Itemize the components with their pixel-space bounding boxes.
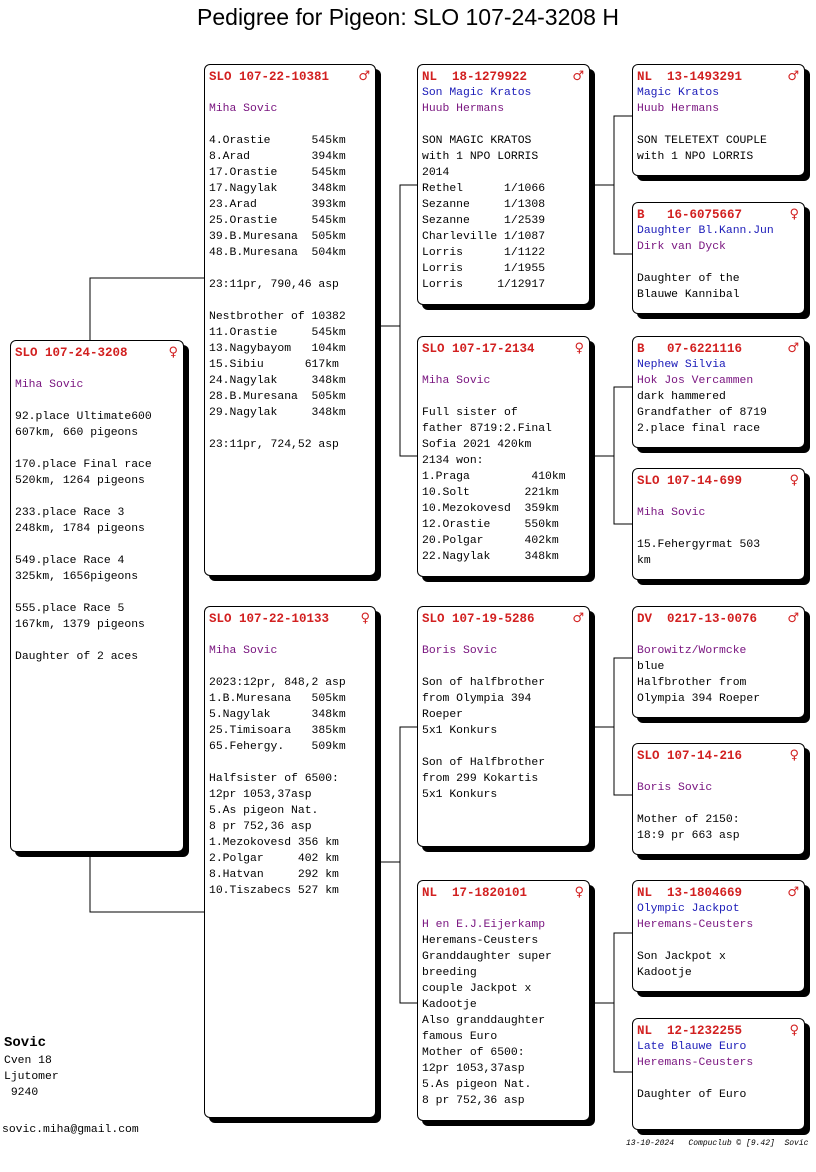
info-line: 28.B.Muresana 505km [209, 391, 346, 403]
owner-name: Heremans-Ceusters [637, 1057, 754, 1069]
info-line: from Olympia 394 [422, 693, 532, 705]
info-line: 5.As pigeon Nat. [209, 805, 319, 817]
info-line: Blauwe Kannibal [637, 289, 740, 301]
info-line: 5.As pigeon Nat. [422, 1079, 532, 1091]
info-line: 167km, 1379 pigeons [15, 619, 145, 631]
info-line: 10.Tiszabecs 527 km [209, 885, 339, 897]
owner-name: Borowitz/Wormcke [637, 645, 747, 657]
subject-card[interactable] [10, 340, 184, 852]
info-line: Olympia 394 Roeper [637, 693, 761, 705]
info-line: 25.Orastie 545km [209, 215, 346, 227]
sire-dam-card[interactable] [417, 336, 590, 577]
owner-name: Miha Sovic [209, 103, 278, 115]
info-line: Daughter of 2 aces [15, 651, 139, 663]
male-symbol-icon: ♂ [358, 69, 370, 84]
info-line: 1.Praga 410km [422, 471, 566, 483]
info-line: with 1 NPO LORRIS [637, 151, 754, 163]
ss-dam-card[interactable] [632, 202, 805, 314]
female-symbol-icon: ♀ [168, 345, 178, 360]
info-line: Kadootje [422, 999, 477, 1011]
blank-line [15, 585, 178, 601]
blank-line [422, 357, 584, 373]
female-symbol-icon: ♀ [360, 611, 370, 626]
blank-line [422, 389, 584, 405]
male-symbol-icon: ♂ [787, 885, 799, 900]
page-title: Pedigree for Pigeon: SLO 107-24-3208 H [197, 4, 619, 30]
ring-number: SLO 107-14-216 [637, 749, 743, 763]
blank-line [209, 627, 370, 643]
info-line: 12pr 1053,37asp [209, 789, 312, 801]
blank-line [422, 739, 584, 755]
info-line: Full sister of [422, 407, 518, 419]
info-line: 2014 [422, 167, 450, 179]
breeder-name: Sovic [4, 1035, 47, 1051]
info-line: 15.Fehergyrmat 503 [637, 539, 761, 551]
blank-line [209, 117, 370, 133]
pigeon-name: Nephew Silvia [637, 359, 726, 371]
blank-line [209, 755, 370, 771]
footer [626, 1139, 808, 1148]
info-line: 4.Orastie 545km [209, 135, 346, 147]
info-line: 17.Nagylak 348km [209, 183, 346, 195]
info-line: Kadootje [637, 967, 692, 979]
owner-name: Dirk van Dyck [637, 241, 726, 253]
ring-number: SLO 107-19-5286 [422, 612, 535, 626]
info-line: Sezanne 1/2539 [422, 215, 546, 227]
info-line: 24.Nagylak 348km [209, 375, 346, 387]
info-line: 2.place final race [637, 423, 761, 435]
info-line: 10.Solt 221km [422, 487, 559, 499]
info-line: Mother of 6500: [422, 1047, 525, 1059]
info-line: 8.Hatvan 292 km [209, 869, 339, 881]
blank-line [209, 293, 370, 309]
ring-number: SLO 107-17-2134 [422, 342, 535, 356]
info-line: Lorris 1/12917 [422, 279, 546, 291]
pigeon-name: Magic Kratos [637, 87, 720, 99]
info-line: SON MAGIC KRATOS [422, 135, 532, 147]
owner-name: Huub Hermans [422, 103, 505, 115]
dam-dam-card[interactable] [417, 880, 590, 1121]
female-symbol-icon: ♀ [789, 1023, 799, 1038]
breeder-email[interactable]: sovic.miha@gmail.com [2, 1124, 139, 1136]
blank-line [15, 361, 178, 377]
male-symbol-icon: ♂ [787, 611, 799, 626]
blank-line [637, 489, 799, 505]
info-line: Halfsister of 6500: [209, 773, 339, 785]
blank-line [15, 441, 178, 457]
female-symbol-icon: ♀ [574, 885, 584, 900]
dam-card[interactable] [204, 606, 376, 1118]
info-line: Also granddaughter [422, 1015, 546, 1027]
info-line: 10.Mezokovesd 359km [422, 503, 559, 515]
blank-line [209, 85, 370, 101]
info-line: 92.place Ultimate600 [15, 411, 152, 423]
info-line: 11.Orastie 545km [209, 327, 346, 339]
info-line: Roeper [422, 709, 464, 721]
info-line: father 8719:2.Final [422, 423, 552, 435]
info-line: Heremans-Ceusters [422, 935, 539, 947]
female-symbol-icon: ♀ [789, 473, 799, 488]
info-line: 1.Mezokovesd 356 km [209, 837, 339, 849]
info-line: 8 pr 752,36 asp [422, 1095, 525, 1107]
info-line: Lorris 1/1122 [422, 247, 546, 259]
owner-name: Boris Sovic [637, 782, 713, 794]
info-line: 555.place Race 5 [15, 603, 125, 615]
dd-sire-card[interactable] [632, 880, 805, 992]
info-line: 23.Arad 393km [209, 199, 346, 211]
info-line: 22.Nagylak 348km [422, 551, 559, 563]
info-line: Son Jackpot x [637, 951, 726, 963]
info-line: 5x1 Konkurs [422, 789, 498, 801]
ring-number: B 16-6075667 [637, 208, 743, 222]
info-line: 65.Fehergy. 509km [209, 741, 346, 753]
ring-number: NL 12-1232255 [637, 1024, 743, 1038]
info-line: Daughter of Euro [637, 1089, 747, 1101]
info-line: Lorris 1/1955 [422, 263, 546, 275]
blank-line [209, 261, 370, 277]
info-line: 25.Timisoara 385km [209, 725, 346, 737]
ring-number: NL 18-1279922 [422, 70, 528, 84]
info-line: Daughter of the [637, 273, 740, 285]
info-line: Halfbrother from [637, 677, 747, 689]
info-line: 48.B.Muresana 504km [209, 247, 346, 259]
blank-line [637, 764, 799, 780]
owner-name: Miha Sovic [637, 507, 706, 519]
breeder-city: Ljutomer [4, 1071, 59, 1083]
blank-line [15, 393, 178, 409]
info-line: Charleville 1/1087 [422, 231, 546, 243]
owner-name: Miha Sovic [422, 375, 491, 387]
owner-name: Huub Hermans [637, 103, 720, 115]
male-symbol-icon: ♂ [572, 611, 584, 626]
info-line: 39.B.Muresana 505km [209, 231, 346, 243]
info-line: couple Jackpot x [422, 983, 532, 995]
info-line: 29.Nagylak 348km [209, 407, 346, 419]
pigeon-name: Olympic Jackpot [637, 903, 740, 915]
blank-line [422, 659, 584, 675]
info-line: 12.Orastie 550km [422, 519, 559, 531]
male-symbol-icon: ♂ [787, 341, 799, 356]
info-line: 248km, 1784 pigeons [15, 523, 145, 535]
pigeon-name: Late Blauwe Euro [637, 1041, 747, 1053]
info-line: with 1 NPO LORRIS [422, 151, 539, 163]
info-line: 2023:12pr, 848,2 asp [209, 677, 346, 689]
info-line: Mother of 2150: [637, 814, 740, 826]
info-line: Granddaughter super [422, 951, 552, 963]
ring-number: NL 13-1804669 [637, 886, 743, 900]
info-line: 23:11pr, 724,52 asp [209, 439, 339, 451]
blank-line [15, 537, 178, 553]
ss-sire-card[interactable] [632, 64, 805, 176]
ds-dam-card[interactable] [632, 743, 805, 855]
dd-dam-card[interactable] [632, 1018, 805, 1130]
blank-line [422, 117, 584, 133]
blank-line [637, 933, 799, 949]
info-line: Nestbrother of 10382 [209, 311, 346, 323]
info-line: famous Euro [422, 1031, 498, 1043]
blank-line [637, 521, 799, 537]
info-line: km [637, 555, 651, 567]
blank-line [422, 627, 584, 643]
info-line: 325km, 1656pigeons [15, 571, 139, 583]
info-line: 18:9 pr 663 asp [637, 830, 740, 842]
info-line: dark hammered [637, 391, 726, 403]
pigeon-name: Son Magic Kratos [422, 87, 532, 99]
blank-line [637, 255, 799, 271]
blank-line [637, 117, 799, 133]
info-line: Sezanne 1/1308 [422, 199, 546, 211]
info-line: 8.Arad 394km [209, 151, 346, 163]
ring-number: B 07-6221116 [637, 342, 743, 356]
info-line: 23:11pr, 790,46 asp [209, 279, 339, 291]
info-line: 5.Nagylak 348km [209, 709, 346, 721]
info-line: 170.place Final race [15, 459, 152, 471]
info-line: 233.place Race 3 [15, 507, 125, 519]
blank-line [422, 901, 584, 917]
female-symbol-icon: ♀ [789, 207, 799, 222]
owner-name: Hok Jos Vercammen [637, 375, 754, 387]
sd-sire-card[interactable] [632, 336, 805, 448]
ring-number: SLO 107-22-10133 [209, 612, 330, 626]
owner-name: H en E.J.Eijerkamp [422, 919, 546, 931]
info-line: 13.Nagybayom 104km [209, 343, 346, 355]
sire-sire-card[interactable] [417, 64, 590, 305]
blank-line [15, 489, 178, 505]
female-symbol-icon: ♀ [574, 341, 584, 356]
info-line: 549.place Race 4 [15, 555, 125, 567]
male-symbol-icon: ♂ [572, 69, 584, 84]
female-symbol-icon: ♀ [789, 748, 799, 763]
blank-line [637, 627, 799, 643]
info-line: 2134 won: [422, 455, 484, 467]
program-credit: Compuclub © [9.42] Sovic [688, 1139, 809, 1148]
info-line: Rethel 1/1066 [422, 183, 546, 195]
owner-name: Boris Sovic [422, 645, 498, 657]
info-line: blue [637, 661, 665, 673]
dam-sire-card[interactable] [417, 606, 590, 847]
pigeon-name: Daughter Bl.Kann.Jun [637, 225, 774, 237]
owner-name: Heremans-Ceusters [637, 919, 754, 931]
info-line: from 299 Kokartis [422, 773, 539, 785]
print-date: 13-10-2024 [626, 1139, 675, 1148]
ring-number: NL 13-1493291 [637, 70, 743, 84]
info-line: 12pr 1053,37asp [422, 1063, 525, 1075]
info-line: SON TELETEXT COUPLE [637, 135, 767, 147]
ring-number: NL 17-1820101 [422, 886, 528, 900]
info-line: Son of halfbrother [422, 677, 546, 689]
ds-sire-card[interactable] [632, 606, 805, 718]
info-line: 8 pr 752,36 asp [209, 821, 312, 833]
info-line: 5x1 Konkurs [422, 725, 498, 737]
info-line: 520km, 1264 pigeons [15, 475, 145, 487]
blank-line [637, 796, 799, 812]
owner-name: Miha Sovic [209, 645, 278, 657]
ring-number: SLO 107-22-10381 [209, 70, 330, 84]
info-line: Son of Halfbrother [422, 757, 546, 769]
ring-number: DV 0217-13-0076 [637, 612, 758, 626]
blank-line [15, 633, 178, 649]
blank-line [209, 659, 370, 675]
info-line: 2.Polgar 402 km [209, 853, 339, 865]
info-line: 15.Sibiu 617km [209, 359, 339, 371]
male-symbol-icon: ♂ [787, 69, 799, 84]
ring-number: SLO 107-14-699 [637, 474, 743, 488]
info-line: 607km, 660 pigeons [15, 427, 139, 439]
info-line: Grandfather of 8719 [637, 407, 767, 419]
sd-dam-card[interactable] [632, 468, 805, 580]
breeder-info [4, 1035, 59, 1101]
info-line: 17.Orastie 545km [209, 167, 346, 179]
blank-line [209, 421, 370, 437]
ring-number: SLO 107-24-3208 [15, 346, 128, 360]
breeder-street: Cven 18 [4, 1055, 52, 1067]
breeder-zip: 9240 [4, 1087, 39, 1099]
owner-name: Miha Sovic [15, 379, 84, 391]
info-line: 20.Polgar 402km [422, 535, 559, 547]
info-line: Sofia 2021 420km [422, 439, 532, 451]
blank-line [637, 1071, 799, 1087]
info-line: breeding [422, 967, 477, 979]
info-line: 1.B.Muresana 505km [209, 693, 346, 705]
sire-card[interactable] [204, 64, 376, 576]
